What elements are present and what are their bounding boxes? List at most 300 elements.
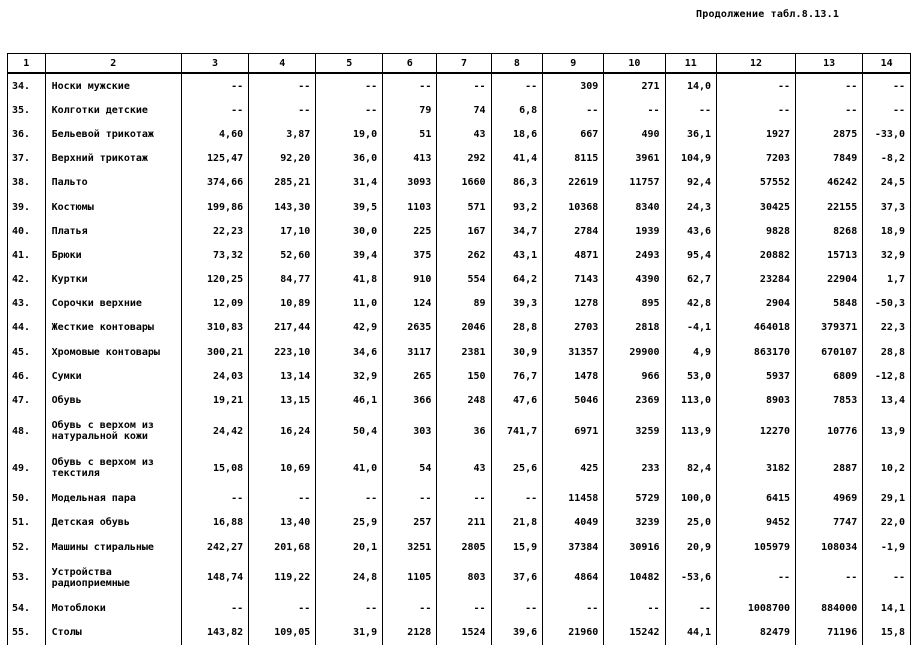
table-cell: 82,4 — [665, 450, 717, 487]
table-row — [8, 620, 911, 644]
table-cell: -- — [249, 596, 316, 620]
table-row — [8, 413, 911, 450]
table-cell: 3239 — [604, 511, 665, 535]
table-cell: 3961 — [604, 147, 665, 171]
table-cell: 92,20 — [249, 147, 316, 171]
table-cell: 108034 — [796, 535, 863, 559]
table-row — [8, 73, 911, 98]
table-cell: 8268 — [796, 219, 863, 243]
table-cell: 11458 — [543, 487, 604, 511]
table-cell: 37384 — [543, 535, 604, 559]
table-cell: 31,9 — [316, 620, 383, 644]
row-number: 35. — [8, 98, 46, 122]
item-name: Брюки — [45, 243, 181, 267]
table-row — [8, 596, 911, 620]
table-cell: 16,88 — [181, 511, 248, 535]
item-name: Носки мужские — [45, 73, 181, 98]
row-number: 52. — [8, 535, 46, 559]
table-cell: 2046 — [437, 316, 491, 340]
table-cell: 39,6 — [491, 620, 543, 644]
table-cell: -- — [863, 98, 911, 122]
table-cell: 2784 — [543, 219, 604, 243]
table-cell: 12,09 — [181, 292, 248, 316]
table-cell: -- — [796, 559, 863, 596]
table-cell: 10482 — [604, 559, 665, 596]
table-cell: 43 — [437, 450, 491, 487]
table-cell: 300,21 — [181, 340, 248, 364]
table-cell: 201,68 — [249, 535, 316, 559]
table-cell: 36 — [437, 413, 491, 450]
table-cell: 79 — [383, 98, 437, 122]
table-cell: 36,1 — [665, 122, 717, 146]
table-cell: -- — [437, 73, 491, 98]
table-cell: 109,05 — [249, 620, 316, 644]
table-cell: 13,14 — [249, 364, 316, 388]
row-number: 50. — [8, 487, 46, 511]
table-cell: -- — [316, 487, 383, 511]
table-cell: 43,1 — [491, 243, 543, 267]
table-cell: 223,10 — [249, 340, 316, 364]
table-cell: 1524 — [437, 620, 491, 644]
table-cell: 37,3 — [863, 195, 911, 219]
row-number: 55. — [8, 620, 46, 644]
table-cell: -- — [437, 487, 491, 511]
table-cell: 271 — [604, 73, 665, 98]
table-cell: 24,03 — [181, 364, 248, 388]
table-cell: 100,0 — [665, 487, 717, 511]
table-cell: -- — [383, 596, 437, 620]
table-cell: 4871 — [543, 243, 604, 267]
table-cell: 95,4 — [665, 243, 717, 267]
table-cell: 10776 — [796, 413, 863, 450]
table-cell: 29900 — [604, 340, 665, 364]
column-header: 4 — [249, 54, 316, 74]
table-cell: 15242 — [604, 620, 665, 644]
table-cell: 217,44 — [249, 316, 316, 340]
table-cell: 43,6 — [665, 219, 717, 243]
table-cell: 5046 — [543, 388, 604, 412]
table-cell: 47,6 — [491, 388, 543, 412]
item-name: Платья — [45, 219, 181, 243]
table-cell: 15,8 — [863, 620, 911, 644]
table-cell: 895 — [604, 292, 665, 316]
table-cell: 30,0 — [316, 219, 383, 243]
table-cell: 25,6 — [491, 450, 543, 487]
table-row — [8, 388, 911, 412]
table-row — [8, 487, 911, 511]
table-cell: 15,9 — [491, 535, 543, 559]
table-cell: 37,6 — [491, 559, 543, 596]
table-cell: 28,8 — [491, 316, 543, 340]
table-cell: 1008700 — [717, 596, 796, 620]
table-cell: 22155 — [796, 195, 863, 219]
table-cell: 17,10 — [249, 219, 316, 243]
table-cell: 2904 — [717, 292, 796, 316]
table-cell: 1103 — [383, 195, 437, 219]
row-number: 40. — [8, 219, 46, 243]
table-cell: -8,2 — [863, 147, 911, 171]
row-number: 47. — [8, 388, 46, 412]
table-cell: 303 — [383, 413, 437, 450]
table-cell: 199,86 — [181, 195, 248, 219]
row-number: 46. — [8, 364, 46, 388]
table-cell: 2493 — [604, 243, 665, 267]
table-cell: 5729 — [604, 487, 665, 511]
item-name — [45, 413, 181, 450]
table-cell: 741,7 — [491, 413, 543, 450]
item-name: Верхний трикотаж — [45, 147, 181, 171]
table-cell: 143,30 — [249, 195, 316, 219]
row-number: 41. — [8, 243, 46, 267]
table-cell: 82479 — [717, 620, 796, 644]
item-name: Бельевой трикотаж — [45, 122, 181, 146]
table-cell: 2703 — [543, 316, 604, 340]
table-cell: 10368 — [543, 195, 604, 219]
table-cell: -50,3 — [863, 292, 911, 316]
table-cell: 18,6 — [491, 122, 543, 146]
table-cell: -- — [863, 73, 911, 98]
row-number: 37. — [8, 147, 46, 171]
table-caption: Продолжение табл.8.13.1 — [696, 9, 840, 20]
table-cell: -- — [796, 98, 863, 122]
table-cell: 285,21 — [249, 171, 316, 195]
table-cell: 12270 — [717, 413, 796, 450]
table-cell: 310,83 — [181, 316, 248, 340]
table-cell: 124 — [383, 292, 437, 316]
item-name: Модельная пара — [45, 487, 181, 511]
table-cell: 24,5 — [863, 171, 911, 195]
table-cell: 13,40 — [249, 511, 316, 535]
column-header: 1 — [8, 54, 46, 74]
table-cell: -- — [717, 98, 796, 122]
table-cell: 25,9 — [316, 511, 383, 535]
table-cell: 39,3 — [491, 292, 543, 316]
table-cell: -- — [543, 596, 604, 620]
table-cell: 884000 — [796, 596, 863, 620]
table-cell: 25,0 — [665, 511, 717, 535]
table-cell: 211 — [437, 511, 491, 535]
row-number: 43. — [8, 292, 46, 316]
table-cell: -- — [383, 73, 437, 98]
table-cell: 2381 — [437, 340, 491, 364]
table-cell: 24,3 — [665, 195, 717, 219]
row-number: 38. — [8, 171, 46, 195]
table-cell: 86,3 — [491, 171, 543, 195]
table-cell: -1,9 — [863, 535, 911, 559]
table-cell: -33,0 — [863, 122, 911, 146]
item-name: Пальто — [45, 171, 181, 195]
table-cell: 15,08 — [181, 450, 248, 487]
table-cell: 30,9 — [491, 340, 543, 364]
table-cell: 233 — [604, 450, 665, 487]
table-cell: 3093 — [383, 171, 437, 195]
table-cell: -- — [181, 98, 248, 122]
table-cell: 7747 — [796, 511, 863, 535]
table-cell: 50,4 — [316, 413, 383, 450]
row-number: 36. — [8, 122, 46, 146]
table-cell: 366 — [383, 388, 437, 412]
table-cell: 5937 — [717, 364, 796, 388]
table-cell: 22,0 — [863, 511, 911, 535]
table-cell: 71196 — [796, 620, 863, 644]
table-cell: -- — [249, 73, 316, 98]
table-cell: 490 — [604, 122, 665, 146]
table-cell: 292 — [437, 147, 491, 171]
table-cell: 22,23 — [181, 219, 248, 243]
table-cell: 119,22 — [249, 559, 316, 596]
row-number: 45. — [8, 340, 46, 364]
table-cell: 93,2 — [491, 195, 543, 219]
row-number: 53. — [8, 559, 46, 596]
column-header: 14 — [863, 54, 911, 74]
table-cell: 464018 — [717, 316, 796, 340]
table-cell: 64,2 — [491, 268, 543, 292]
table-cell: 1939 — [604, 219, 665, 243]
table-cell: -53,6 — [665, 559, 717, 596]
table-cell: 10,69 — [249, 450, 316, 487]
table-cell: 6415 — [717, 487, 796, 511]
table-cell: 14,0 — [665, 73, 717, 98]
column-header: 10 — [604, 54, 665, 74]
table-cell: 113,0 — [665, 388, 717, 412]
table-cell: 379371 — [796, 316, 863, 340]
table-row — [8, 98, 911, 122]
table-cell: 309 — [543, 73, 604, 98]
table-cell: 16,24 — [249, 413, 316, 450]
table-cell: 4049 — [543, 511, 604, 535]
table-cell: 20,1 — [316, 535, 383, 559]
table-cell: 6971 — [543, 413, 604, 450]
item-name: Детская обувь — [45, 511, 181, 535]
item-name: Столы — [45, 620, 181, 644]
table-cell: 105979 — [717, 535, 796, 559]
table-cell: 34,7 — [491, 219, 543, 243]
row-number: 48. — [8, 413, 46, 450]
table-cell: 3117 — [383, 340, 437, 364]
table-cell: 425 — [543, 450, 604, 487]
table-cell: 113,9 — [665, 413, 717, 450]
table-cell: 73,32 — [181, 243, 248, 267]
table-cell: 11,0 — [316, 292, 383, 316]
table-cell: 4,9 — [665, 340, 717, 364]
table-cell: 3182 — [717, 450, 796, 487]
item-name: Костюмы — [45, 195, 181, 219]
table-row — [8, 316, 911, 340]
table-cell: 1,7 — [863, 268, 911, 292]
table-cell: -- — [181, 487, 248, 511]
column-header: 11 — [665, 54, 717, 74]
table-row — [8, 147, 911, 171]
table-cell: 670107 — [796, 340, 863, 364]
table-cell: -- — [491, 487, 543, 511]
table-cell: 41,0 — [316, 450, 383, 487]
table-row — [8, 535, 911, 559]
column-header: 2 — [45, 54, 181, 74]
item-name — [45, 450, 181, 487]
table-cell: 3,87 — [249, 122, 316, 146]
table-cell: 54 — [383, 450, 437, 487]
table-row — [8, 340, 911, 364]
table-cell: -- — [717, 73, 796, 98]
table-row — [8, 511, 911, 535]
table-cell: 22619 — [543, 171, 604, 195]
table-cell: 6809 — [796, 364, 863, 388]
table-cell: 257 — [383, 511, 437, 535]
item-name: Обувь — [45, 388, 181, 412]
table-cell: 2369 — [604, 388, 665, 412]
table-cell: 13,4 — [863, 388, 911, 412]
table-cell: 242,27 — [181, 535, 248, 559]
table-cell: 863170 — [717, 340, 796, 364]
table-cell: 44,1 — [665, 620, 717, 644]
row-number: 39. — [8, 195, 46, 219]
table-cell: -- — [604, 596, 665, 620]
table-cell: 5848 — [796, 292, 863, 316]
table-cell: -- — [491, 73, 543, 98]
table-cell: 22904 — [796, 268, 863, 292]
table-cell: 20,9 — [665, 535, 717, 559]
table-cell: 3251 — [383, 535, 437, 559]
table-cell: 7143 — [543, 268, 604, 292]
table-cell: 8340 — [604, 195, 665, 219]
item-name: Колготки детские — [45, 98, 181, 122]
item-name: Сумки — [45, 364, 181, 388]
table-row — [8, 559, 911, 596]
table-cell: 4969 — [796, 487, 863, 511]
table-row — [8, 268, 911, 292]
table-cell: 74 — [437, 98, 491, 122]
table-row — [8, 292, 911, 316]
table-row — [8, 171, 911, 195]
table-row — [8, 450, 911, 487]
table-cell: 39,4 — [316, 243, 383, 267]
table-cell: 19,21 — [181, 388, 248, 412]
item-name-text: Обувь с верхом из текстиля — [51, 457, 154, 480]
table-cell: 2818 — [604, 316, 665, 340]
table-cell: 15713 — [796, 243, 863, 267]
table-cell: 28,8 — [863, 340, 911, 364]
table-cell: 2875 — [796, 122, 863, 146]
column-header: 8 — [491, 54, 543, 74]
row-number: 51. — [8, 511, 46, 535]
table-cell: -- — [604, 98, 665, 122]
table-cell: 8115 — [543, 147, 604, 171]
column-header: 7 — [437, 54, 491, 74]
table-cell: 1660 — [437, 171, 491, 195]
table-cell: 4390 — [604, 268, 665, 292]
table-cell: 9828 — [717, 219, 796, 243]
table-cell: 24,8 — [316, 559, 383, 596]
table-cell: 3259 — [604, 413, 665, 450]
column-header: 6 — [383, 54, 437, 74]
table-cell: 1278 — [543, 292, 604, 316]
table-cell: 2128 — [383, 620, 437, 644]
table-cell: 46,1 — [316, 388, 383, 412]
item-name: Сорочки верхние — [45, 292, 181, 316]
row-number: 34. — [8, 73, 46, 98]
item-name: Куртки — [45, 268, 181, 292]
table-row — [8, 243, 911, 267]
table-cell: -- — [316, 73, 383, 98]
table-cell: 374,66 — [181, 171, 248, 195]
table-cell: 89 — [437, 292, 491, 316]
table-cell: 104,9 — [665, 147, 717, 171]
table-cell: 375 — [383, 243, 437, 267]
table-cell: -- — [543, 98, 604, 122]
table-cell: 42,9 — [316, 316, 383, 340]
table-cell: 41,4 — [491, 147, 543, 171]
column-header: 9 — [543, 54, 604, 74]
table-cell: 84,77 — [249, 268, 316, 292]
table-cell: 554 — [437, 268, 491, 292]
table-row — [8, 122, 911, 146]
table-cell: 4,60 — [181, 122, 248, 146]
table-cell: 265 — [383, 364, 437, 388]
table-cell: -- — [665, 596, 717, 620]
table-cell: 32,9 — [316, 364, 383, 388]
table-cell: -- — [665, 98, 717, 122]
table-cell: 62,7 — [665, 268, 717, 292]
table-cell: -- — [181, 73, 248, 98]
table-cell: 7849 — [796, 147, 863, 171]
item-name: Мотоблоки — [45, 596, 181, 620]
table-cell: 150 — [437, 364, 491, 388]
table-cell: 120,25 — [181, 268, 248, 292]
table-cell: 22,3 — [863, 316, 911, 340]
table-cell: 57552 — [717, 171, 796, 195]
table-cell: 32,9 — [863, 243, 911, 267]
table-cell: 21960 — [543, 620, 604, 644]
table-cell: 14,1 — [863, 596, 911, 620]
table-cell: 24,42 — [181, 413, 248, 450]
column-header: 13 — [796, 54, 863, 74]
table-cell: -- — [316, 98, 383, 122]
table-cell: 966 — [604, 364, 665, 388]
table-cell: 667 — [543, 122, 604, 146]
table-cell: 2805 — [437, 535, 491, 559]
table-cell: 34,6 — [316, 340, 383, 364]
table-cell: -12,8 — [863, 364, 911, 388]
table-cell: 13,9 — [863, 413, 911, 450]
table-cell: 8903 — [717, 388, 796, 412]
table-cell: 10,89 — [249, 292, 316, 316]
table-cell: 4864 — [543, 559, 604, 596]
table-cell: 1927 — [717, 122, 796, 146]
table-cell: 30916 — [604, 535, 665, 559]
table-cell: -- — [796, 73, 863, 98]
table-cell: -- — [249, 487, 316, 511]
table-cell: -- — [863, 559, 911, 596]
item-name — [45, 559, 181, 596]
table-cell: 92,4 — [665, 171, 717, 195]
table-cell: 262 — [437, 243, 491, 267]
table-cell: 52,60 — [249, 243, 316, 267]
table-cell: -- — [181, 596, 248, 620]
table-row — [8, 195, 911, 219]
table-cell: 30425 — [717, 195, 796, 219]
item-name-text: Обувь с верхом из натуральной кожи — [51, 420, 154, 443]
table-cell: 6,8 — [491, 98, 543, 122]
item-name: Хромовые контовары — [45, 340, 181, 364]
table-cell: 11757 — [604, 171, 665, 195]
table-cell: 248 — [437, 388, 491, 412]
table-cell: 7853 — [796, 388, 863, 412]
item-name: Жесткие контовары — [45, 316, 181, 340]
table-cell: 20882 — [717, 243, 796, 267]
table-cell: 148,74 — [181, 559, 248, 596]
table-cell: -- — [491, 596, 543, 620]
table-cell: 18,9 — [863, 219, 911, 243]
